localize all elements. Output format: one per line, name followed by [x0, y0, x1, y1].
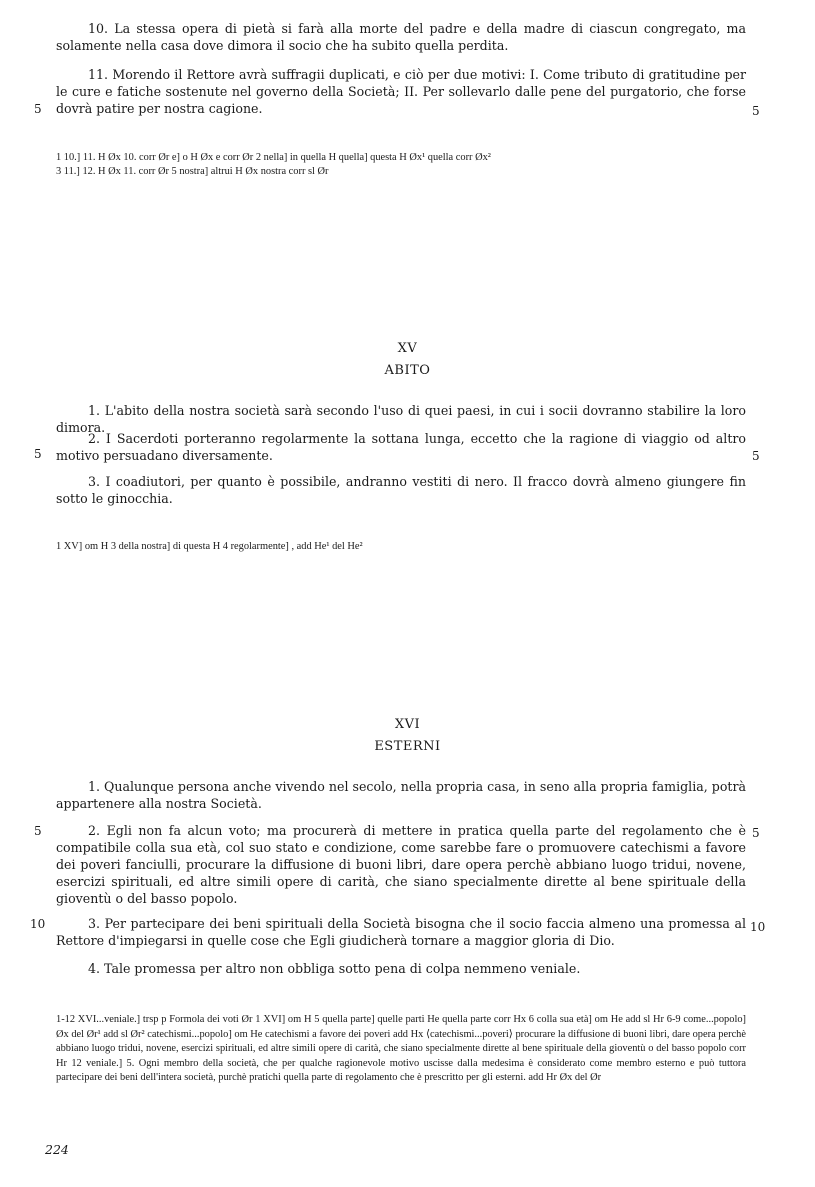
xv-paragraph-2: 2. I Sacerdoti porteranno regolarmente la sottana lunga, eccetto che la ragione di viaggio od altro motivo persuadano diversamente.: [56, 431, 746, 463]
paragraph-10: 10. La stessa opera di pietà si farà alla morte del padre e della madre di ciascun congregato, ma solamente nella casa dove dimora il socio che ha subito quella perdita.: [56, 21, 746, 53]
xvi-paragraph-3: 3. Per partecipare dei beni spirituali della Società bisogna che il socio faccia almeno una promessa al Rettore d'impiegarsi in quelle cose che Egli giudicherà tornare a maggior gloria di Dio.: [56, 916, 746, 948]
chapter-number-xvi: XVI: [394, 717, 421, 732]
line-number-right: 5: [752, 449, 760, 463]
line-number-right: 5: [752, 104, 760, 118]
page-number: 224: [45, 1142, 69, 1157]
chapter-title-abito: ABITO: [384, 363, 431, 378]
line-number-left: 5: [34, 824, 42, 838]
line-number-left: 10: [30, 917, 46, 931]
xv-paragraph-3: 3. I coadiutori, per quanto è possibile, andranno vestiti di nero. Il fracco dovrà almeno giungere fin sotto le ginocchia.: [56, 474, 746, 506]
line-number-left: 5: [34, 102, 42, 116]
line-number-left: 5: [34, 447, 42, 461]
xv-apparatus: 1 XV] om H 3 della nostra] di questa H 4 regolarmente] , add He¹ del He²: [56, 541, 363, 552]
xvi-paragraph-4: 4. Tale promessa per altro non obbliga sotto pena di colpa nemmeno veniale.: [88, 961, 581, 976]
xvi-paragraph-2: 2. Egli non fa alcun voto; ma procurerà di mettere in pratica quella parte del regolamento che è compatibile colla sua età, col suo stato e condizione, come sarebbe fare o promuovere catechismi a favore dei poveri fanciulli, procurare la diffusione di buoni libri, dare opera perchè abbiano luogo tridui, novene, esercizi spirituali, ed altre simili opere di carità, che siano specialmente dirette al bene spirituale della gioventù o del basso popolo.: [56, 823, 746, 906]
paragraph-11: 11. Morendo il Rettore avrà suffragii duplicati, e ciò per due motivi: I. Come tributo di gratitudine per le cure e fatiche sostenute nel governo della Società; II. Per sollevarlo dalle pene del purgatorio, che forse dovrà patire per nostra cagione.: [56, 67, 746, 116]
xv-paragraph-1: 1. L'abito della nostra società sarà secondo l'uso di quei paesi, in cui i socii dovranno stabilire la loro dimora.: [56, 403, 746, 435]
chapter-title-esterni: ESTERNI: [374, 739, 441, 754]
xvi-paragraph-1: 1. Qualunque persona anche vivendo nel secolo, nella propria casa, in seno alla propria famiglia, potrà appartenere alla nostra Società.: [56, 779, 746, 811]
apparatus-line-1: 1 10.] 11. H Øx 10. corr Ør e] o H Øx e corr Ør 2 nella] in quella H quella] questa H Øx¹ quella corr Øx²: [56, 152, 491, 163]
chapter-number-xv: XV: [397, 341, 418, 356]
xvi-apparatus: 1-12 XVI...veniale.] trsp p Formola dei voti Ør 1 XVI] om H 5 quella parte] quelle parti He quella parte corr Hx 6 colla sua età] om He add sl Hr 6-9 come...popolo] Øx del Ør¹ add sl Ør² catechismi...popolo] om He catechismi a favore dei poveri add Hx ⟨catechismi...poveri⟩ procurare la diffusione di buoni libri, dare opera perchè abbiano luogo tridui, novene, esercizi spirituali, ed altre simili opere di carità, che siano specialmente dirette al bene spirituale della gioventù o del basso popolo corr Hr 12 veniale.] 5. Ogni membro della società, che per qualche ragionevole motivo uscisse dalla medesima è considerato come membro esterno e può tuttora partecipare dei beni dell'intera società, purchè pratichi quella parte di regolamento che è prescritto per gli esterni. add Hr Øx del Ør: [56, 1014, 746, 1083]
line-number-right: 10: [750, 920, 766, 934]
apparatus-line-2: 3 11.] 12. H Øx 11. corr Ør 5 nostra] altrui H Øx nostra corr sl Ør: [56, 166, 329, 177]
line-number-right: 5: [752, 826, 760, 840]
